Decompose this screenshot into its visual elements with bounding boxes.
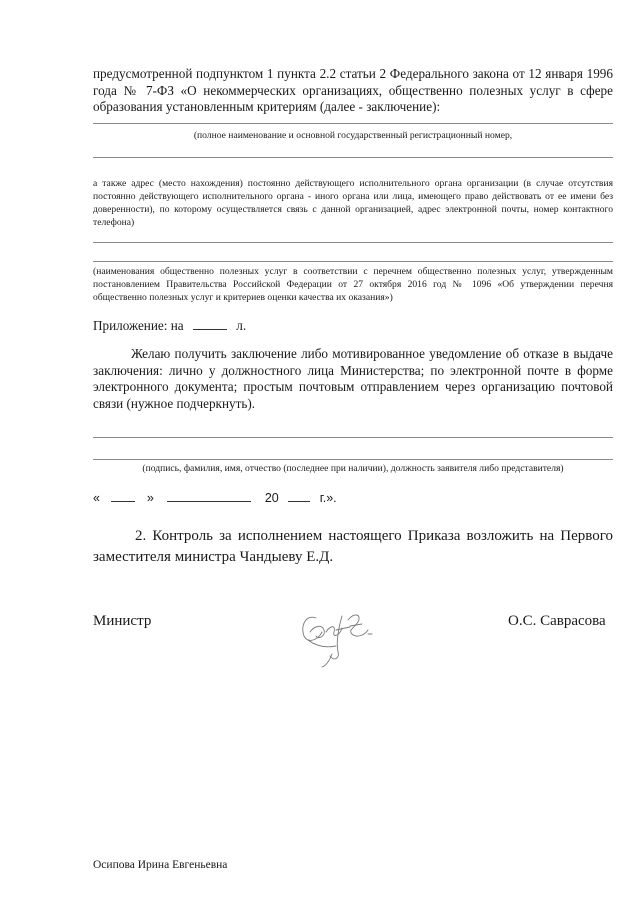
address-line bbox=[93, 242, 613, 243]
signature-line-2 bbox=[93, 459, 613, 460]
caption-org-name: (полное наименование и основной государственный регистрационный номер, bbox=[193, 130, 513, 141]
org-name-line bbox=[93, 123, 613, 124]
attachment-suffix: л. bbox=[236, 318, 247, 333]
clause-2: 2. Контроль за исполнением настоящего Приказа возложить на Первого заместителя министра Чандыеву Е.Д. bbox=[93, 528, 613, 565]
caption-services: (наименования общественно полезных услуг в соответствии с перечнем общественно полезных услуг, утвержденным постановлением Правительства Российской Федерации от 27 октября 2016 год № 1096 «Об утверждении перечня общественно полезных услуг и критериев оценки качества их оказания») bbox=[93, 266, 613, 303]
org-number-line bbox=[93, 157, 613, 158]
date-year-field[interactable] bbox=[288, 501, 310, 502]
signatory-title: Министр bbox=[93, 613, 152, 629]
date-day-field[interactable] bbox=[111, 501, 135, 502]
handwritten-signature bbox=[296, 596, 388, 668]
date-close-quote: » bbox=[146, 491, 154, 505]
attachment-pages-field[interactable] bbox=[193, 329, 227, 330]
request-paragraph: Желаю получить заключение либо мотивированное уведомление об отказе в выдаче заключения: лично у должностного лица Министерства; по электронной почте в форме электронного документа; простым почтовым отправлением через организацию почтовой связи (нужное подчеркнуть). bbox=[93, 346, 613, 411]
executor-name: Осипова Ирина Евгеньевна bbox=[93, 859, 228, 871]
date-month-field[interactable] bbox=[167, 501, 251, 502]
caption-signature: (подпись, фамилия, имя, отчество (последнее при наличии), должность заявителя либо представителя) bbox=[142, 463, 564, 474]
intro-paragraph: предусмотренной подпунктом 1 пункта 2.2 статьи 2 Федерального закона от 12 января 1996 года № 7-ФЗ «О некоммерческих организациях, общественно полезных услуг в сфере образования установленным критериям (далее - заключение): bbox=[93, 66, 613, 114]
attachment-prefix: Приложение: на bbox=[93, 318, 184, 333]
date-open-quote: « bbox=[93, 491, 100, 505]
services-line bbox=[93, 261, 613, 262]
signature-line-1 bbox=[93, 437, 613, 438]
signatory-name: О.С. Саврасова bbox=[508, 613, 606, 629]
date-line bbox=[93, 491, 337, 505]
date-year-suffix: г.». bbox=[319, 491, 337, 505]
attachment-line bbox=[93, 318, 393, 335]
caption-address: а также адрес (место нахождения) постоянно действующего исполнительного органа организации (в случае отсутствия постоянно действующего исполнительного органа - иного органа или лица, имеющего право действовать от ее имени без доверенности), по которому осуществляется связь с данной организацией, адрес электронной почты, номер контактного телефона) bbox=[93, 178, 613, 228]
date-year-prefix: 20 bbox=[264, 491, 279, 505]
